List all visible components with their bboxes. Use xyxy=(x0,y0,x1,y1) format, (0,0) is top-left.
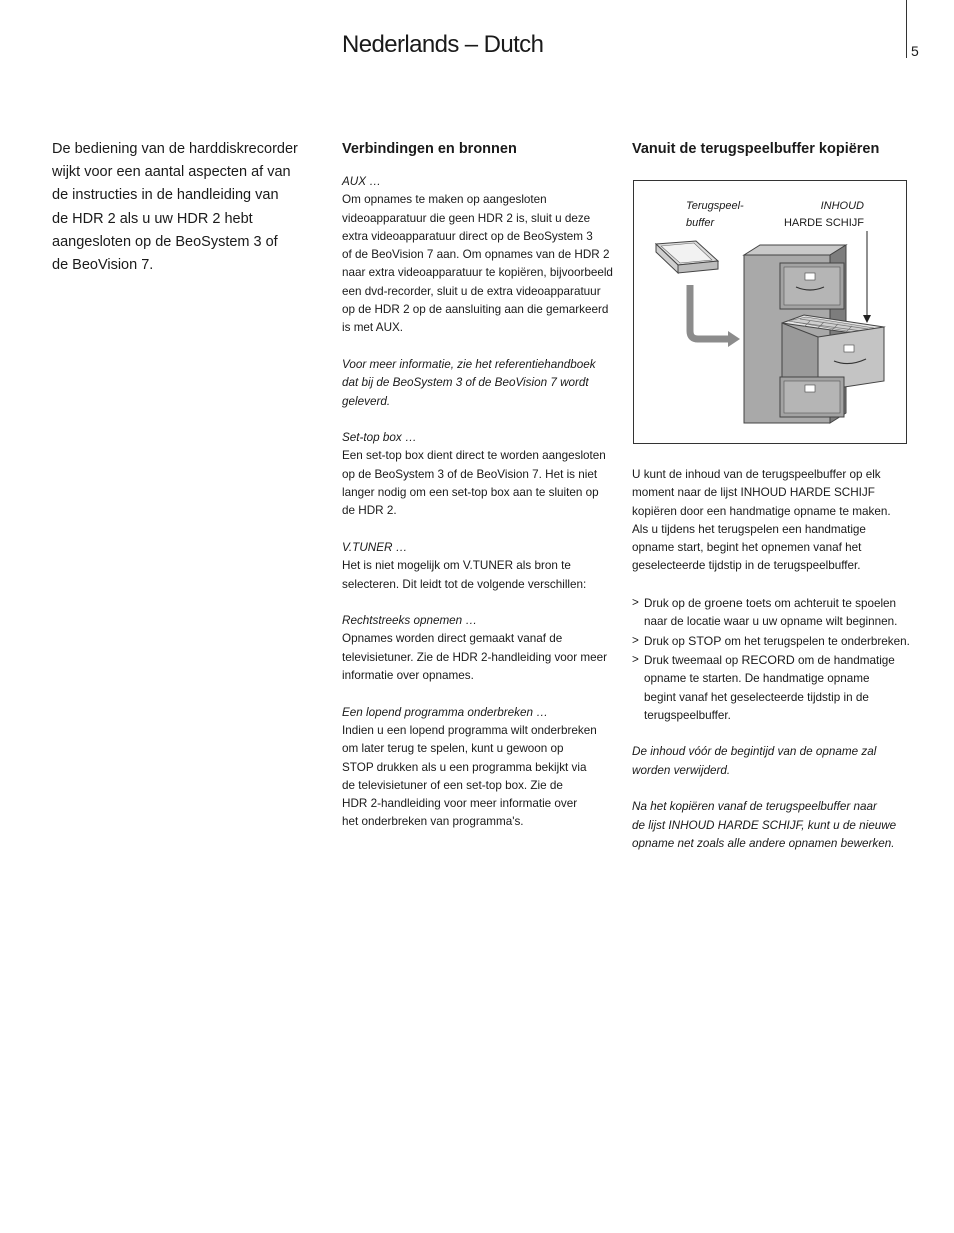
vtuner-line: Het is niet mogelijk om V.TUNER als bron te xyxy=(342,559,571,573)
copy-section xyxy=(632,139,922,159)
step-text: om de handmatige xyxy=(794,653,895,667)
step-line: begint vanaf het geselecteerde tijdstip in de xyxy=(644,690,869,704)
spacer xyxy=(342,338,627,356)
step-key: STOP xyxy=(688,633,722,648)
disk-label-line: INHOUD xyxy=(820,200,864,212)
spacer xyxy=(632,725,932,743)
step-text: Druk tweemaal op xyxy=(644,653,742,667)
connections-section xyxy=(342,139,627,832)
pause-line: de televisietuner of een set-top box. Zie de xyxy=(342,778,563,792)
spacer xyxy=(632,780,932,798)
cabinet-icon xyxy=(744,245,884,423)
step-marker: > xyxy=(632,652,639,666)
step-line xyxy=(644,632,932,651)
copy-intro-line: U kunt de inhoud van de terugspeelbuffer op elk xyxy=(632,468,881,481)
aux-line: op de HDR 2 op de aansluiting aan die gemarkeerd xyxy=(342,303,609,317)
settop-line: Een set-top box dient direct te worden aangesloten xyxy=(342,449,606,463)
step-line xyxy=(644,594,932,613)
spacer xyxy=(342,594,627,612)
step-line: naar de locatie waar u uw opname wilt beginnen. xyxy=(644,615,898,629)
pause-line: het onderbreken van programma's. xyxy=(342,815,524,829)
buffer-tray-icon xyxy=(656,241,718,273)
aux-line: of de BeoVision 7 aan. Om opnames van de HDR 2 xyxy=(342,248,610,262)
note-line: worden verwijderd. xyxy=(632,763,731,777)
step-text: toets om achteruit te spoelen xyxy=(742,597,897,611)
copy-intro-line: opname start, begint het opnemen vanaf het xyxy=(632,541,862,555)
aux-line: een dvd-recorder, sluit u de extra videoapparatuur xyxy=(342,284,601,298)
aux-line: extra videoapparatuur direct op de BeoSystem 3 xyxy=(342,229,593,243)
step-marker: > xyxy=(632,596,639,610)
pause-line: HDR 2-handleiding voor meer informatie over xyxy=(342,797,578,811)
step-item xyxy=(632,651,932,725)
step-text: om het terugspelen te onderbreken. xyxy=(721,634,910,648)
page-title: Nederlands – Dutch xyxy=(342,31,544,58)
reference-note-line: dat bij de BeoSystem 3 of de BeoVision 7 wordt xyxy=(342,376,589,390)
note-line: de lijst INHOUD HARDE SCHIJF, kunt u de nieuwe xyxy=(632,818,897,832)
copy-intro-line: geselecteerde tijdstip in de terugspeelbuffer. xyxy=(632,559,861,573)
vtuner-line: selecteren. Dit leidt tot de volgende verschillen: xyxy=(342,577,587,591)
step-key: RECORD xyxy=(741,652,795,667)
step-text: Druk op xyxy=(644,634,689,648)
pause-title: Een lopend programma onderbreken … xyxy=(342,705,548,719)
disk-label xyxy=(784,198,864,232)
pause-line: STOP drukken als u een programma bekijkt via xyxy=(342,760,587,774)
aux-title: AUX … xyxy=(342,175,381,188)
spacer xyxy=(342,685,627,703)
intro-line: De bediening van de harddiskrecorder xyxy=(52,141,298,157)
step-line: opname te starten. De handmatige opname xyxy=(644,672,870,686)
note-line: Na het kopiëren vanaf de terugspeelbuffer naar xyxy=(632,800,877,814)
intro-paragraph xyxy=(52,138,322,277)
page-number: 5 xyxy=(911,43,919,59)
spacer xyxy=(342,521,627,539)
copy-intro-line: Als u tijdens het terugspelen een handmatige xyxy=(632,522,866,536)
aux-line: naar extra videoapparatuur te kopiëren, bijvoorbeeld xyxy=(342,266,613,280)
intro-line: de BeoVision 7. xyxy=(52,257,154,274)
spacer xyxy=(632,576,932,594)
settop-line: op de BeoSystem 3 of de BeoVision 7. Het is niet xyxy=(342,467,598,481)
step-marker: > xyxy=(632,633,639,647)
reference-note-line: geleverd. xyxy=(342,394,391,408)
buffer-label-line: Terugspeel- xyxy=(686,200,744,212)
connections-heading: Verbindingen en bronnen xyxy=(342,141,517,157)
step-text: Druk op de xyxy=(644,597,705,611)
step-line: terugspeelbuffer. xyxy=(644,708,731,722)
page-rule xyxy=(906,0,907,58)
vtuner-title: V.TUNER … xyxy=(342,540,408,554)
direct-line: informatie over opnames. xyxy=(342,669,474,683)
settop-line: langer nodig om een set-top box aan te sluiten op xyxy=(342,486,599,500)
filing-cabinet-illustration xyxy=(633,180,907,444)
intro-line: de instructies in de handleiding van xyxy=(52,187,279,204)
disk-label-line: HARDE SCHIJF xyxy=(783,217,864,229)
direct-line: televisietuner. Zie de HDR 2-handleiding voor meer xyxy=(342,650,608,664)
pointer-arrow-icon xyxy=(863,231,871,323)
intro-line: wijkt voor een aantal aspecten af van xyxy=(52,164,291,181)
intro-line: de HDR 2 als u uw HDR 2 hebt xyxy=(52,210,253,227)
note-line: De inhoud vóór de begintijd van de opname zal xyxy=(632,745,877,759)
pause-line: Indien u een lopend programma wilt onderbreken xyxy=(342,723,597,737)
copy-body xyxy=(632,466,932,853)
spacer xyxy=(342,411,627,429)
copy-intro-line: moment naar de lijst INHOUD HARDE SCHIJF xyxy=(632,486,875,500)
buffer-label-line: buffer xyxy=(686,217,715,229)
note-line: opname net zoals alle andere opnamen bewerken. xyxy=(632,836,895,850)
aux-line: Om opnames te maken op aangesloten xyxy=(342,193,547,207)
step-key: groene xyxy=(704,596,743,611)
aux-line: is met AUX. xyxy=(342,321,404,335)
step-line xyxy=(644,651,932,670)
direct-line: Opnames worden direct gemaakt vanaf de xyxy=(342,632,563,646)
buffer-label xyxy=(686,198,744,232)
pause-line: om later terug te spelen, kunt u gewoon op xyxy=(342,742,564,756)
settop-title: Set-top box … xyxy=(342,431,417,445)
filing-cabinet-drawing xyxy=(634,181,906,443)
step-item xyxy=(632,594,932,632)
direct-title: Rechtstreeks opnemen … xyxy=(342,614,478,628)
copy-intro-line: kopiëren door een handmatige opname te maken. xyxy=(632,504,891,518)
reference-note-line: Voor meer informatie, zie het referentiehandboek xyxy=(342,357,596,371)
aux-line: videoapparatuur die geen HDR 2 is, sluit u deze xyxy=(342,211,591,225)
settop-line: de HDR 2. xyxy=(342,504,397,518)
copy-heading: Vanuit de terugspeelbuffer kopiëren xyxy=(632,141,880,157)
step-item xyxy=(632,632,932,651)
copy-arrow-icon xyxy=(690,285,740,347)
intro-line: aangesloten op de BeoSystem 3 of xyxy=(52,233,278,250)
connections-body xyxy=(342,173,627,832)
